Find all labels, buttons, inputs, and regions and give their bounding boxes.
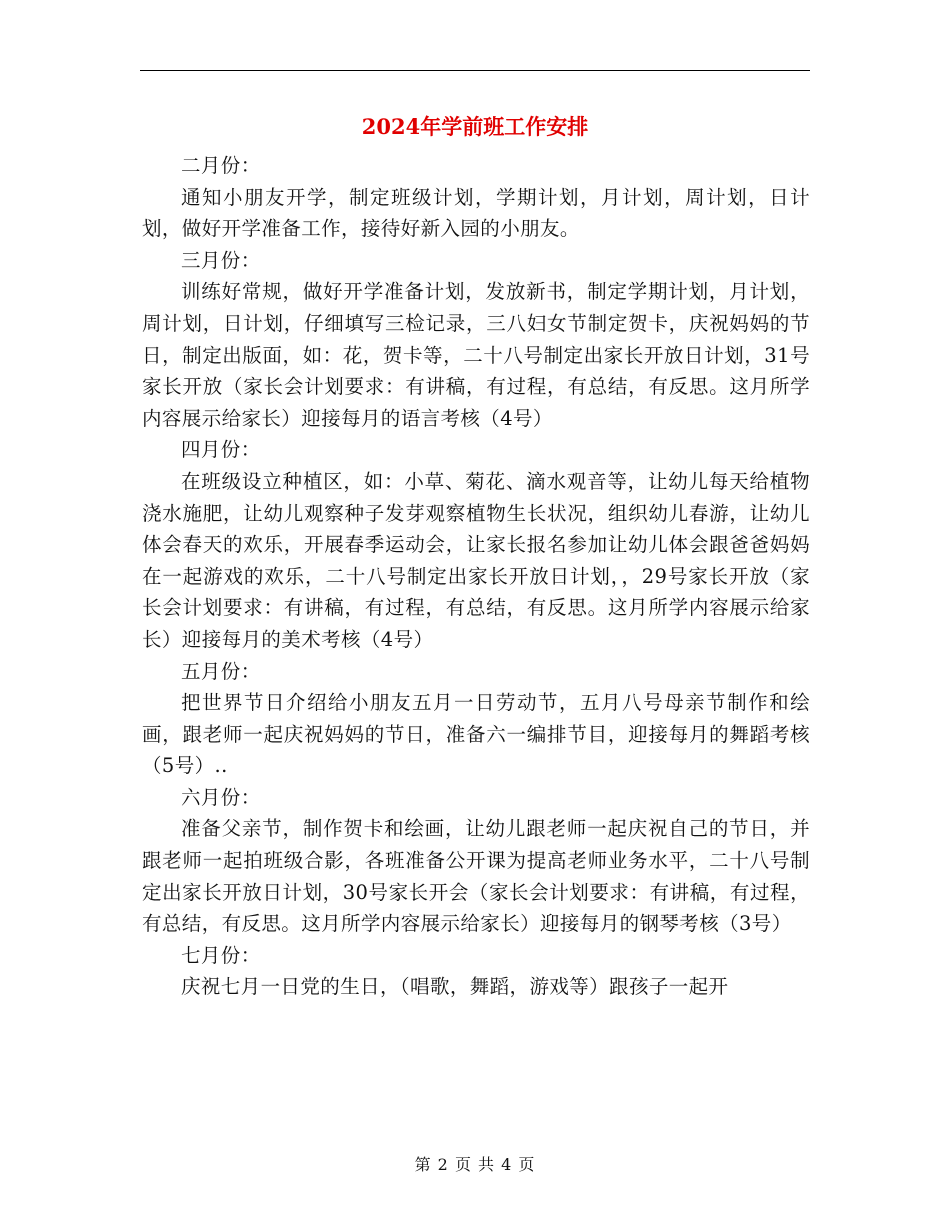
paragraph-feb: 通知小朋友开学，制定班级计划，学期计划，月计划，周计划，日计划，做好开学准备工作，接待好新入园的小朋友。 [142,185,810,241]
header-rule [140,70,810,71]
paragraph-jun: 准备父亲节，制作贺卡和绘画，让幼儿跟老师一起庆祝自己的节日，并跟老师一起拍班级合影，各班准备公开课为提高老师业务水平，二十八号制定出家长开放日计划，30号家长开会（家长会计划要求：有讲稿，有过程，有总结，有反思。这月所学内容展示给家长）迎接每月的钢琴考核（3号） [142,817,810,936]
paragraph-mar: 训练好常规，做好开学准备计划，发放新书，制定学期计划，月计划，周计划，日计划，仔细填写三检记录，三八妇女节制定贺卡，庆祝妈妈的节日，制定出版面，如：花，贺卡等，二十八号制定出家长开放日计划，31号家长开放（家长会计划要求：有讲稿，有过程，有总结，有反思。这月所学内容展示给家长）迎接每月的语言考核（4号） [142,280,810,430]
paragraph-jul: 庆祝七月一日党的生日，（唱歌，舞蹈，游戏等）跟孩子一起开 [181,975,729,999]
month-heading-feb: 二月份： [181,154,261,177]
document-title: 2024年学前班工作安排 [361,114,589,139]
month-heading-mar: 三月份： [181,248,261,272]
document-body [142,150,810,1003]
month-heading-jun: 六月份： [181,785,261,809]
page-footer: 第 2 页 共 4 页 [414,1155,536,1174]
month-heading-apr: 四月份： [181,438,261,462]
month-heading-may: 五月份： [181,659,261,683]
month-heading-jul: 七月份： [181,943,261,967]
paragraph-may: 把世界节日介绍给小朋友五月一日劳动节，五月八号母亲节制作和绘画，跟老师一起庆祝妈妈的节日，准备六一编排节目，迎接每月的舞蹈考核（5号）.. [142,691,810,778]
paragraph-apr: 在班级设立种植区，如：小草、菊花、滴水观音等，让幼儿每天给植物浇水施肥，让幼儿观察种子发芽观察植物生长状况，组织幼儿春游，让幼儿体会春天的欢乐，开展春季运动会，让家长报名参加让幼儿体会跟爸爸妈妈在一起游戏的欢乐，二十八号制定出家长开放日计划，，29号家长开放（家长会计划要求：有讲稿，有过程，有总结，有反思。这月所学内容展示给家长）迎接每月的美术考核（4号） [142,469,810,651]
